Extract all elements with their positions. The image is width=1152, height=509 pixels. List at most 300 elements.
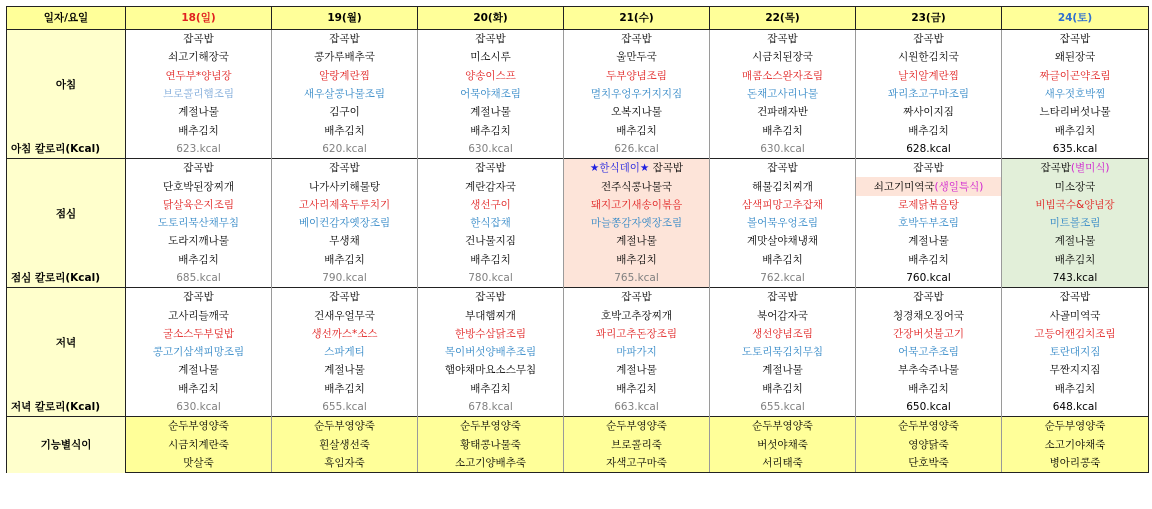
menu-cell [418,103,564,121]
menu-cell [856,67,1002,85]
menu-item: 도라지깨나물 [168,235,229,248]
day-header: 21(수) [564,7,710,30]
menu-cell [710,288,856,307]
menu-item: 콩고기삼색피망조림 [152,346,245,359]
menu-cell [272,232,418,250]
header-corner: 일자/요일 [7,7,126,30]
menu-item: 잡곡밥 [475,162,506,175]
menu-item: 계절나물 [324,364,365,377]
menu-cell [1002,48,1149,66]
menu-cell [1002,232,1149,250]
menu-item: 도토리묵김치무침 [741,346,824,359]
menu-cell [126,159,272,178]
functional-item: 순두부영양죽 [272,417,418,436]
day-header: 20(화) [418,7,564,30]
menu-item: 한방수삼닭조림 [454,327,526,340]
dinner-row [7,325,1149,343]
menu-cell [710,214,856,232]
menu-item: 느타리버섯나물 [1039,106,1111,119]
menu-item: 계절나물 [178,364,219,377]
calorie-value: 655.kcal [272,398,418,417]
lunch-row [7,177,1149,195]
calorie-value: 620.kcal [272,140,418,159]
functional-item: 순두부영양죽 [418,417,564,436]
menu-cell [418,177,564,195]
menu-cell [1002,361,1149,379]
menu-item: 배추김치 [908,382,949,395]
menu-item: 계란감자국 [465,180,516,193]
menu-cell [710,306,856,324]
menu-cell [1002,380,1149,398]
breakfast-row [7,48,1149,66]
menu-item: 잡곡밥 [329,162,360,175]
menu-cell [418,288,564,307]
menu-cell [418,251,564,269]
calorie-value: 780.kcal [418,269,564,288]
menu-cell [856,380,1002,398]
menu-item: 돼지고기새송이볶음 [590,198,683,211]
dinner-row [7,398,1149,417]
menu-cell [856,159,1002,178]
menu-item: 배추김치 [1054,253,1096,266]
menu-cell [564,232,710,250]
menu-cell [272,196,418,214]
calorie-value: 765.kcal [564,269,710,288]
lunch-row [7,269,1149,288]
menu-cell [710,251,856,269]
menu-cell [272,103,418,121]
menu-cell [126,288,272,307]
functional-item: 황태콩나물죽 [418,436,564,454]
menu-cell [1002,177,1149,195]
menu-item: 전주식콩나물국 [600,180,672,193]
menu-item: 마파가지 [616,346,657,359]
lunch-row [7,214,1149,232]
menu-item: 잡곡밥 [621,33,652,46]
calorie-value: 655.kcal [710,398,856,417]
menu-cell [418,121,564,139]
menu-item: 배추김치 [470,253,511,266]
calorie-value: 630.kcal [418,140,564,159]
menu-item: 잡곡밥 [621,291,652,304]
menu-item: 어묵고추조림 [898,346,959,359]
functional-item: 소고기양배추죽 [418,454,564,473]
functional-item: 자색고구마죽 [564,454,710,473]
calorie-value: 790.kcal [272,269,418,288]
menu-item: 건새우얼무국 [314,309,375,322]
menu-cell [856,306,1002,324]
calorie-value: 650.kcal [856,398,1002,417]
menu-item: 닭살육은지조림 [162,198,234,211]
menu-cell [272,251,418,269]
menu-cell [1002,214,1149,232]
menu-cell [272,177,418,195]
menu-item: 배추김치 [908,253,949,266]
calorie-value: 663.kcal [564,398,710,417]
menu-item: 연두부*양념장 [165,69,232,82]
menu-cell [856,361,1002,379]
menu-cell [710,196,856,214]
menu-cell [564,177,710,195]
menu-cell [564,103,710,121]
menu-cell [856,121,1002,139]
functional-item: 버섯야채죽 [710,436,856,454]
menu-cell [564,361,710,379]
menu-cell [564,380,710,398]
menu-item: 나가사키해물탕 [308,180,380,193]
menu-cell [126,232,272,250]
menu-item: 잡곡밥 [913,162,944,175]
menu-cell [564,196,710,214]
menu-cell [710,343,856,361]
menu-cell [564,214,710,232]
menu-item: 시원한김치국 [898,51,959,64]
menu-cell [126,48,272,66]
menu-cell [856,30,1002,49]
menu-item: 왜된장국 [1054,51,1096,64]
menu-item: 배추김치 [178,124,219,137]
menu-item: 배추김치 [908,124,949,137]
functional-item: 맛살죽 [126,454,272,473]
menu-cell [710,159,856,178]
menu-cell [564,48,710,66]
menu-item: 잡곡밥 [183,33,214,46]
dinner-row [7,306,1149,324]
functional-item: 서리태죽 [710,454,856,473]
menu-cell [1002,159,1149,178]
menu-item: 스파게티 [324,346,365,359]
breakfast-row [7,140,1149,159]
menu-cell [126,67,272,85]
menu-cell [856,48,1002,66]
menu-item: 계절나물 [178,106,219,119]
menu-cell [272,306,418,324]
menu-cell [564,121,710,139]
menu-item: 잡곡밥 [913,33,944,46]
breakfast-label: 아침 [7,30,126,140]
menu-cell [564,85,710,103]
menu-item-note: (별미식) [1070,162,1110,175]
menu-item: 부대햄찌개 [465,309,516,322]
breakfast-row [7,103,1149,121]
breakfast-row [7,121,1149,139]
menu-item: 간장버섯불고기 [892,327,964,340]
menu-cell [418,214,564,232]
menu-cell [710,30,856,49]
menu-cell [126,251,272,269]
menu-cell [710,85,856,103]
menu-cell [418,196,564,214]
menu-cell [1002,121,1149,139]
menu-item: 사골미역국 [1049,309,1101,322]
breakfast-row [7,67,1149,85]
functional-item: 흑임자죽 [272,454,418,473]
calorie-value: 628.kcal [856,140,1002,159]
menu-item: 멸치우엉우거지지짐 [590,88,683,101]
menu-item: 계맛살야채냉채 [746,235,818,248]
menu-item: 미트볼조림 [1049,217,1101,230]
menu-cell [856,325,1002,343]
menu-item: 잡곡밥 [767,162,798,175]
menu-item: 울만두국 [616,51,657,64]
menu-cell [856,251,1002,269]
menu-cell [1002,288,1149,307]
menu-item: 잡곡밥 [475,291,506,304]
menu-item: 배추김치 [762,253,803,266]
menu-cell [418,380,564,398]
menu-item: 삼색피망고추잡채 [741,198,824,211]
dinner-row [7,380,1149,398]
lunch-row [7,196,1149,214]
calorie-value: 630.kcal [710,140,856,159]
menu-item: 배추김치 [1054,382,1096,395]
menu-item: 고사리제육두루치기 [298,198,391,211]
functional-item: 브로콜리죽 [564,436,710,454]
menu-cell [710,325,856,343]
menu-item: 잡곡밥 [649,162,684,175]
menu-item: 잡곡밥 [475,33,506,46]
menu-cell [272,85,418,103]
menu-item: 건파래자반 [757,106,808,119]
menu-item: 어묵야채조림 [460,88,521,101]
menu-item: 미소시루 [470,51,511,64]
menu-item: 배추김치 [178,382,219,395]
functional-item: 시금치계란죽 [126,436,272,454]
menu-item: 잡곡밥 [329,291,360,304]
menu-cell [564,306,710,324]
day-header: 24(토) [1002,7,1149,30]
menu-item: 배추김치 [178,253,219,266]
menu-item: 돈채고사리나물 [746,88,818,101]
menu-cell [1002,343,1149,361]
menu-item: 콩가루배추국 [314,51,375,64]
menu-cell [710,380,856,398]
breakfast-row [7,85,1149,103]
menu-item: 토란대지짐 [1049,346,1101,359]
dinner-calorie-label: 저녁 칼로리(Kcal) [7,398,126,417]
menu-cell [418,361,564,379]
menu-cell [564,343,710,361]
menu-cell [564,67,710,85]
calorie-value: 743.kcal [1002,269,1149,288]
menu-item: 브로콜리햄조림 [162,88,234,101]
menu-cell [272,67,418,85]
calorie-value: 760.kcal [856,269,1002,288]
calorie-value: 626.kcal [564,140,710,159]
functional-label: 기능별식이 [7,417,126,473]
menu-cell [710,232,856,250]
menu-item: 계절나물 [616,235,657,248]
menu-item: 호박고추장찌개 [600,309,672,322]
functional-item: 순두부영양죽 [564,417,710,436]
calorie-value: 762.kcal [710,269,856,288]
calorie-value: 685.kcal [126,269,272,288]
menu-cell [272,214,418,232]
calorie-value: 630.kcal [126,398,272,417]
menu-item: 배추김치 [324,382,365,395]
menu-cell [272,325,418,343]
menu-cell [272,48,418,66]
functional-item: 흰살생선죽 [272,436,418,454]
dinner-row [7,361,1149,379]
menu-cell [1002,306,1149,324]
menu-cell [710,361,856,379]
menu-item: 계절나물 [616,364,657,377]
menu-cell [564,30,710,49]
menu-item: 베이컨감자옛장조림 [298,217,391,230]
menu-item: 쇠고기해장국 [168,51,229,64]
menu-cell [418,343,564,361]
menu-item: 무짠지지짐 [1049,364,1101,377]
menu-item: 두부양념조림 [606,69,667,82]
menu-item: 단호박된장찌개 [162,180,234,193]
menu-item: 생선양념조림 [752,327,813,340]
menu-cell [418,232,564,250]
menu-item: 도토리묵산채무침 [157,217,240,230]
menu-item: 꽈리초고구마조림 [887,88,970,101]
menu-cell [126,361,272,379]
menu-cell [418,306,564,324]
menu-item: 계절나물 [762,364,803,377]
menu-cell [710,48,856,66]
menu-item: 로제닭볶음탕 [898,198,959,211]
menu-cell [1002,251,1149,269]
menu-cell [418,48,564,66]
menu-cell [272,121,418,139]
menu-item: 건나물지짐 [465,235,516,248]
menu-item: 배추김치 [470,124,511,137]
menu-item: 배추김치 [324,253,365,266]
menu-item: 생선구이 [470,198,511,211]
day-header: 23(금) [856,7,1002,30]
menu-item: 양송이스프 [465,69,516,82]
menu-item: 고사리들깨국 [168,309,229,322]
menu-cell [1002,67,1149,85]
functional-row [7,417,1149,436]
menu-cell [126,85,272,103]
menu-cell [126,30,272,49]
menu-cell [126,325,272,343]
menu-cell [418,159,564,178]
menu-cell [126,121,272,139]
menu-item: 계절나물 [1054,235,1096,248]
menu-cell [126,103,272,121]
menu-item: 쇠고기미역국 [873,180,935,193]
menu-cell [126,380,272,398]
menu-cell [272,288,418,307]
dinner-label: 저녁 [7,288,126,398]
menu-item: 잡곡밥 [183,291,214,304]
menu-cell [1002,196,1149,214]
menu-item: 무생채 [329,235,360,248]
menu-item-note: (생일특식) [934,180,984,193]
day-header: 22(목) [710,7,856,30]
menu-item: 배추김치 [616,124,657,137]
menu-item: 김구이 [329,106,360,119]
menu-item: 잡곡밥 [913,291,944,304]
menu-item: 날치알계란찜 [898,69,959,82]
lunch-row [7,232,1149,250]
menu-item: 북어감자국 [757,309,808,322]
special-day-label: ★한식데이★ [589,162,650,175]
menu-cell [418,30,564,49]
functional-item: 순두부영양죽 [126,417,272,436]
dinner-row [7,288,1149,307]
menu-item: 시금치된장국 [752,51,813,64]
menu-cell [418,325,564,343]
menu-cell [272,30,418,49]
menu-item: 배추김치 [324,124,365,137]
menu-item: 잡곡밥 [767,291,798,304]
functional-row [7,436,1149,454]
menu-cell [856,343,1002,361]
menu-item: 배추김치 [616,382,657,395]
functional-item: 순두부영양죽 [710,417,856,436]
menu-item: 잡곡밥 [183,162,214,175]
menu-cell [126,177,272,195]
menu-cell [272,361,418,379]
menu-cell [418,85,564,103]
menu-item: 미소장국 [1054,180,1096,193]
menu-cell [710,177,856,195]
menu-cell [856,177,1002,195]
menu-item: 잡곡밥 [767,33,798,46]
menu-item: 부추숙주나물 [898,364,959,377]
menu-cell [856,85,1002,103]
menu-item: 잡곡밥 [1059,291,1091,304]
menu-cell [126,214,272,232]
functional-row [7,454,1149,473]
menu-item: 호박두부조림 [898,217,959,230]
functional-item: 단호박죽 [856,454,1002,473]
menu-item: 마늘쫑감자옛장조림 [590,217,683,230]
menu-cell [1002,85,1149,103]
menu-item: 짜사이지짐 [903,106,954,119]
calorie-value: 635.kcal [1002,140,1149,159]
breakfast-row [7,30,1149,49]
lunch-row [7,251,1149,269]
menu-item: 배추김치 [470,382,511,395]
menu-cell [1002,30,1149,49]
menu-cell [856,196,1002,214]
header-row [7,7,1149,30]
menu-item: 고등어캔김치조림 [1034,327,1116,340]
dinner-row [7,343,1149,361]
menu-item: 꽈리고추돈장조림 [595,327,678,340]
menu-item: 배추김치 [616,253,657,266]
menu-cell [418,67,564,85]
menu-item: 새우젓호박찜 [1044,88,1106,101]
lunch-row [7,159,1149,178]
calorie-value: 648.kcal [1002,398,1149,417]
menu-cell [272,343,418,361]
menu-cell [564,159,710,178]
menu-item: 햄야채마요소스무침 [444,364,537,377]
menu-cell [710,121,856,139]
menu-cell [856,214,1002,232]
menu-item: 한식잡채 [470,217,511,230]
menu-item: 굴소스두부덮밥 [162,327,234,340]
menu-item: 잡곡밥 [1059,33,1091,46]
menu-cell [710,103,856,121]
menu-item: 알랑계란찜 [319,69,370,82]
menu-item: 짜글이곤약조림 [1039,69,1111,82]
meal-plan-table [6,6,1149,473]
breakfast-calorie-label: 아침 칼로리(Kcal) [7,140,126,159]
menu-cell [126,196,272,214]
menu-item: 배추김치 [1054,124,1096,137]
menu-item: 계절나물 [470,106,511,119]
